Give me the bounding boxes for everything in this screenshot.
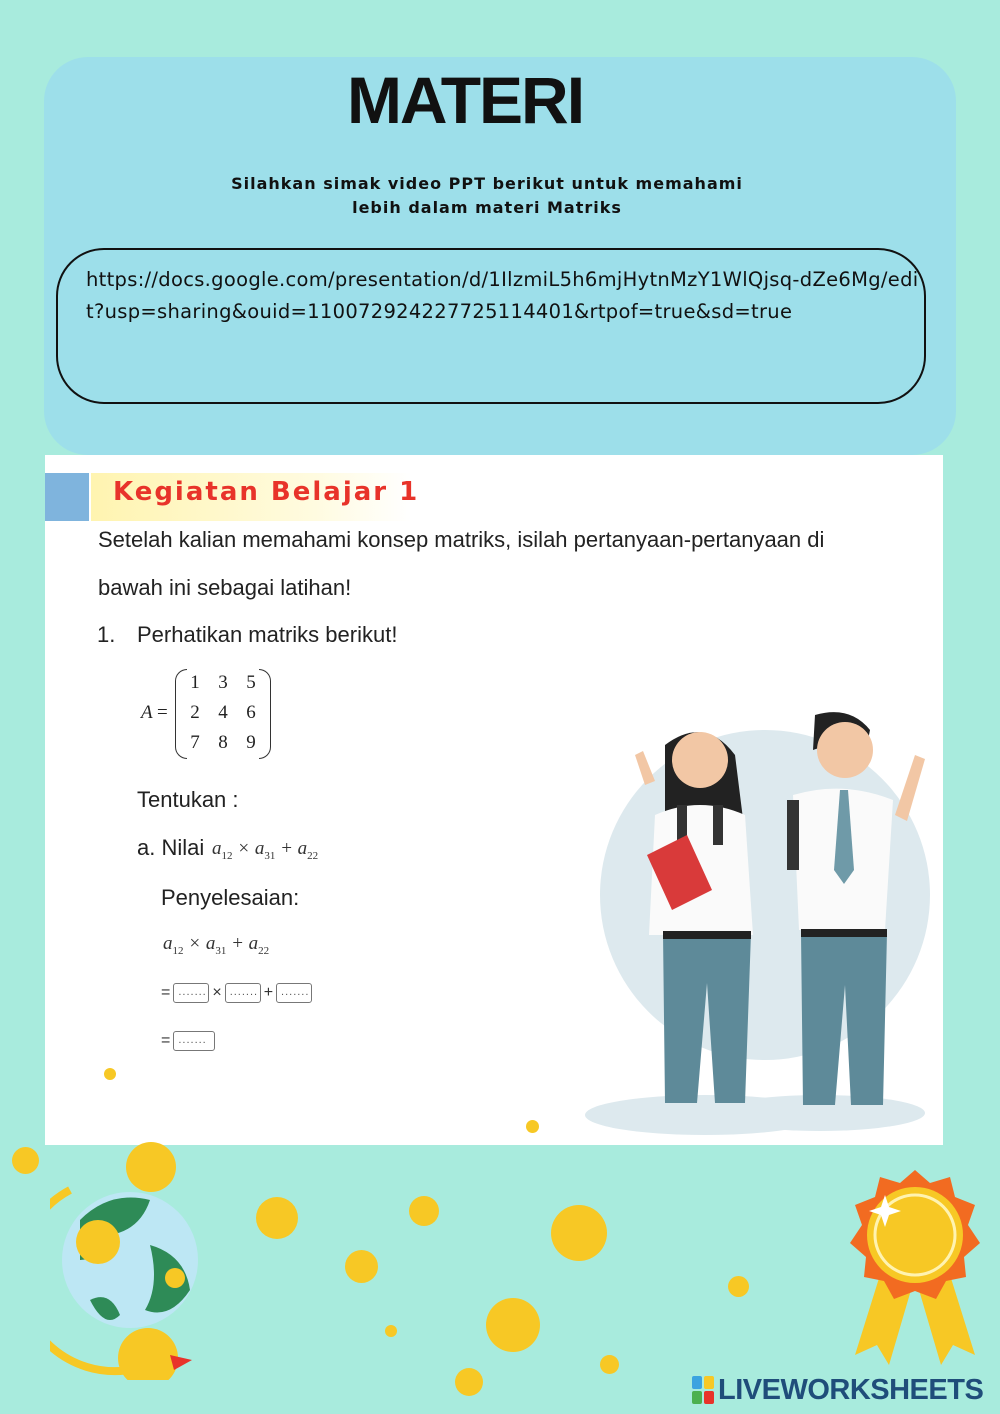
part-a-label: a. Nilai <box>137 835 205 860</box>
decor-dot <box>345 1250 378 1283</box>
decor-dot <box>256 1197 298 1239</box>
tentukan-label: Tentukan : <box>137 787 239 812</box>
subtitle <box>170 172 804 220</box>
students-illustration <box>565 705 935 1135</box>
answer-row-2 <box>161 1031 215 1051</box>
link-box <box>56 248 926 404</box>
globe-icon <box>50 1160 220 1380</box>
formula-question <box>212 838 318 862</box>
decor-dot <box>104 1068 116 1080</box>
matrix-cell: 7 <box>190 732 200 753</box>
subtitle-line-1: Silahkan simak video PPT berikut untuk memahami <box>231 174 743 193</box>
equals-sign: = <box>161 1032 171 1049</box>
decor-dot <box>12 1147 39 1174</box>
intro-line-1: Setelah kalian memahami konsep matriks, isilah pertanyaan-pertanyaan di <box>98 527 825 552</box>
award-badge-icon <box>840 1165 990 1365</box>
formula-op: + <box>226 933 249 954</box>
equals-sign: = <box>161 984 171 1001</box>
answer-input-a22[interactable] <box>276 983 312 1003</box>
plus-sign: + <box>263 984 274 1001</box>
matrix-cell: 9 <box>246 732 256 753</box>
formula-var: a <box>163 933 173 954</box>
decor-dot <box>728 1276 749 1297</box>
decor-dot <box>551 1205 607 1261</box>
formula-var: a <box>205 933 216 954</box>
penyelesaian-label: Penyelesaian: <box>161 885 300 910</box>
matrix-label: A <box>141 702 153 723</box>
subtitle-line-2: lebih dalam materi Matriks <box>352 198 622 217</box>
matrix-cell: 2 <box>190 702 200 723</box>
decor-dot <box>455 1368 483 1396</box>
matrix-cell: 1 <box>190 672 200 693</box>
liveworksheets-brand[interactable] <box>692 1372 983 1408</box>
formula-sub: 31 <box>264 849 276 862</box>
formula-op: + <box>275 838 298 859</box>
times-sign: × <box>212 984 222 1001</box>
brand-text: LIVEWORKSHEETS <box>718 1373 984 1406</box>
formula-solution <box>163 933 269 957</box>
formula-sub: 22 <box>307 849 319 862</box>
answer-input-result[interactable] <box>173 1031 215 1051</box>
formula-var: a <box>212 838 222 859</box>
matrix-cell: 4 <box>218 702 228 723</box>
matrix-cell: 3 <box>218 672 228 693</box>
question-number: 1. <box>97 622 116 647</box>
formula-op: × <box>183 933 206 954</box>
matrix-equals: = <box>157 702 168 723</box>
intro-line-2: bawah ini sebagai latihan! <box>98 575 352 600</box>
matrix-cell: 5 <box>246 672 256 693</box>
formula-sub: 12 <box>221 849 233 862</box>
decor-dot <box>486 1298 540 1352</box>
answer-row-1 <box>161 983 312 1003</box>
page-title: MATERI <box>346 63 584 137</box>
matrix-cell: 6 <box>246 702 256 723</box>
decor-dot <box>409 1196 439 1226</box>
liveworksheets-logo-icon <box>692 1376 714 1404</box>
worksheet-panel <box>45 455 943 1145</box>
matrix-a <box>141 667 281 763</box>
heading-accent-bar <box>45 473 89 521</box>
formula-op: × <box>232 838 255 859</box>
presentation-link[interactable]: https://docs.google.com/presentation/d/1IlzmiL5h6mjHytnMzY1WlQjsq-dZe6Mg/edit?usp=sharing&ouid=110072924227725114401&rtpof=true&sd=true <box>86 268 919 323</box>
decor-dot <box>385 1325 397 1337</box>
decor-dot <box>526 1120 539 1133</box>
decor-dot <box>600 1355 619 1374</box>
activity-heading: Kegiatan Belajar 1 <box>113 477 420 507</box>
formula-var: a <box>248 933 259 954</box>
formula-sub: 31 <box>215 944 227 957</box>
formula-sub: 22 <box>258 944 270 957</box>
formula-var: a <box>254 838 265 859</box>
answer-input-a12[interactable] <box>173 983 209 1003</box>
formula-sub: 12 <box>172 944 184 957</box>
matrix-cell: 8 <box>218 732 228 753</box>
formula-var: a <box>297 838 308 859</box>
answer-input-a31[interactable] <box>225 983 261 1003</box>
question-text: Perhatikan matriks berikut! <box>137 622 398 647</box>
